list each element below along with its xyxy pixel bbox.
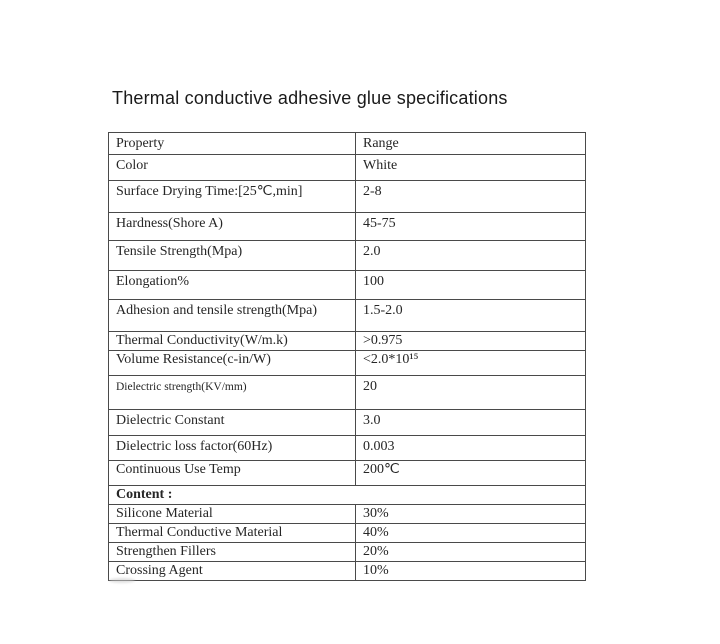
- range-cell: 200℃: [356, 461, 586, 486]
- property-cell: Thermal Conductivity(W/m.k): [109, 332, 356, 351]
- table-row: [109, 410, 586, 436]
- column-header-property: Property: [109, 133, 356, 155]
- range-cell: 100: [356, 271, 586, 300]
- range-cell: 40%: [356, 524, 586, 543]
- property-cell: Continuous Use Temp: [109, 461, 356, 486]
- table-row: [109, 505, 586, 524]
- range-cell: 30%: [356, 505, 586, 524]
- table-row: [109, 332, 586, 351]
- page-title: Thermal conductive adhesive glue specifications: [112, 88, 508, 108]
- table-row: [109, 376, 586, 410]
- table-header-row: [109, 133, 586, 155]
- section-header-row: [109, 486, 586, 505]
- property-cell: Volume Resistance(c-in/W): [109, 351, 356, 376]
- property-cell: Hardness(Shore A): [109, 213, 356, 241]
- property-cell: Dielectric strength(KV/mm): [109, 376, 356, 410]
- property-cell: Tensile Strength(Mpa): [109, 241, 356, 271]
- table-row: [109, 436, 586, 461]
- range-cell: 20%: [356, 543, 586, 562]
- property-cell: Silicone Material: [109, 505, 356, 524]
- table-row: [109, 271, 586, 300]
- property-cell: Adhesion and tensile strength(Mpa): [109, 300, 356, 332]
- range-cell: 10%: [356, 562, 586, 581]
- range-cell: 3.0: [356, 410, 586, 436]
- table-row: [109, 562, 586, 581]
- table-row: [109, 543, 586, 562]
- column-header-range: Range: [356, 133, 586, 155]
- specifications-table: [108, 132, 586, 581]
- property-cell: Thermal Conductive Material: [109, 524, 356, 543]
- table-row: [109, 155, 586, 181]
- property-cell: Strengthen Fillers: [109, 543, 356, 562]
- range-cell: 45-75: [356, 213, 586, 241]
- range-cell: <2.0*10¹⁵: [356, 351, 586, 376]
- range-cell: White: [356, 155, 586, 181]
- range-cell: 2-8: [356, 181, 586, 213]
- table-row: [109, 241, 586, 271]
- table-row: [109, 300, 586, 332]
- range-cell: 0.003: [356, 436, 586, 461]
- section-header-content: Content :: [109, 486, 586, 505]
- property-cell: Crossing Agent: [109, 562, 356, 581]
- range-cell: 2.0: [356, 241, 586, 271]
- table-row: [109, 213, 586, 241]
- table-row: [109, 524, 586, 543]
- property-cell: Surface Drying Time:[25℃,min]: [109, 181, 356, 213]
- scan-artifact: [109, 578, 135, 583]
- table-row: [109, 351, 586, 376]
- property-cell: Dielectric loss factor(60Hz): [109, 436, 356, 461]
- property-cell: Dielectric Constant: [109, 410, 356, 436]
- range-cell: >0.975: [356, 332, 586, 351]
- range-cell: 20: [356, 376, 586, 410]
- table-row: [109, 181, 586, 213]
- range-cell: 1.5-2.0: [356, 300, 586, 332]
- table-row: [109, 461, 586, 486]
- property-cell: Elongation%: [109, 271, 356, 300]
- property-cell: Color: [109, 155, 356, 181]
